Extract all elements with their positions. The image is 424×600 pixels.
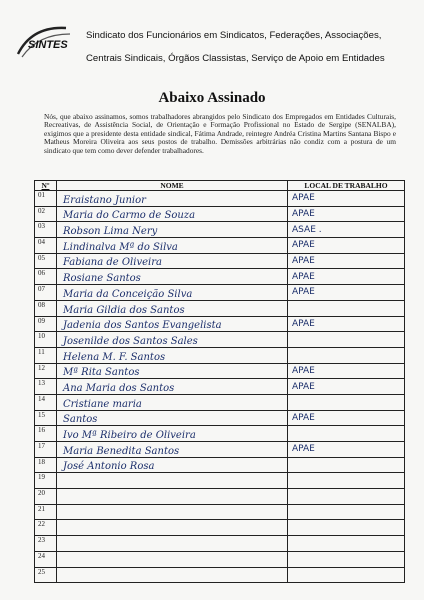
row-number: 16 [35, 426, 57, 442]
table-row [35, 238, 405, 254]
row-workplace [288, 332, 405, 348]
row-number: 21 [35, 504, 57, 520]
table-row [35, 442, 405, 458]
header-workplace: LOCAL DE TRABALHO [288, 181, 405, 191]
table-row [35, 206, 405, 222]
row-workplace: APAE [288, 269, 405, 285]
table-row [35, 457, 405, 473]
row-workplace: APAE [288, 253, 405, 269]
row-signature: Maria Gildia dos Santos [57, 300, 288, 316]
table-row [35, 504, 405, 520]
table-body [35, 191, 405, 583]
header-name: NOME [57, 181, 288, 191]
row-workplace: APAE [288, 410, 405, 426]
row-signature: Maria Benedita Santos [57, 442, 288, 458]
row-signature: Cristiane maria [57, 394, 288, 410]
table-row [35, 363, 405, 379]
table-row [35, 347, 405, 363]
row-workplace [288, 347, 405, 363]
table-row [35, 473, 405, 489]
row-workplace [288, 567, 405, 583]
row-number: 12 [35, 363, 57, 379]
row-number: 25 [35, 567, 57, 583]
row-workplace [288, 300, 405, 316]
row-number: 06 [35, 269, 57, 285]
row-number: 14 [35, 394, 57, 410]
row-signature [57, 567, 288, 583]
table-row [35, 316, 405, 332]
row-number: 07 [35, 285, 57, 301]
document-title: Abaixo Assinado [158, 90, 266, 106]
table-row [35, 394, 405, 410]
row-number: 18 [35, 457, 57, 473]
table-row [35, 410, 405, 426]
row-signature: José Antonio Rosa [57, 457, 288, 473]
row-signature: Maria do Carmo de Souza [57, 206, 288, 222]
table-row [35, 426, 405, 442]
row-workplace [288, 394, 405, 410]
row-workplace [288, 426, 405, 442]
row-number: 08 [35, 300, 57, 316]
row-number: 22 [35, 520, 57, 536]
row-signature [57, 489, 288, 505]
row-signature: Mª Rita Santos [57, 363, 288, 379]
row-signature: Josenilde dos Santos Sales [57, 332, 288, 348]
row-workplace [288, 473, 405, 489]
row-number: 19 [35, 473, 57, 489]
row-number: 23 [35, 536, 57, 552]
logo-text: SINTES [28, 39, 68, 51]
row-workplace [288, 457, 405, 473]
row-signature: Ana Maria dos Santos [57, 379, 288, 395]
union-name-line-2: Centrais Sindicais, Órgãos Classistas, Serviço de Apoio em Entidades [86, 53, 385, 64]
table-row [35, 285, 405, 301]
row-workplace [288, 489, 405, 505]
row-signature: Lindinalva Mª do Silva [57, 238, 288, 254]
table-row [35, 332, 405, 348]
row-signature [57, 520, 288, 536]
row-signature: Helena M. F. Santos [57, 347, 288, 363]
table-row [35, 269, 405, 285]
row-signature: Maria da Conceição Silva [57, 285, 288, 301]
row-signature: Ivo Mª Ribeiro de Oliveira [57, 426, 288, 442]
union-name-line-1: Sindicato dos Funcionários em Sindicatos, Federações, Associações, [86, 30, 382, 41]
row-number: 20 [35, 489, 57, 505]
sintes-logo-icon [14, 24, 74, 60]
row-workplace: APAE [288, 379, 405, 395]
row-number: 05 [35, 253, 57, 269]
row-number: 03 [35, 222, 57, 238]
row-signature [57, 473, 288, 489]
table-row [35, 379, 405, 395]
table-row [35, 191, 405, 207]
row-workplace: APAE [288, 238, 405, 254]
row-workplace: APAE [288, 316, 405, 332]
table-header-row [35, 181, 405, 191]
row-signature [57, 536, 288, 552]
row-number: 24 [35, 551, 57, 567]
row-workplace: APAE [288, 363, 405, 379]
row-signature: Fabiana de Oliveira [57, 253, 288, 269]
row-number: 02 [35, 206, 57, 222]
table-row [35, 567, 405, 583]
petition-text: Nós, que abaixo assinamos, somos trabalhadores abrangidos pelo Sindicato dos Empregados em Entidades Culturais, Recreativas, de Assistência Social, de Orientação e Formação Profissional no Estado de Sergipe (SENALBA), exigimos que a presidente desta entidade sindical, Fátima Andrade, reintegre Andréa Cristina Martins Santana Bispo e Matheus Moreira Oliveira aos seus postos de trabalho. Demissões arbitrárias não condiz com a postura de um sindicato que tem como dever defender trabalhadores. [44, 112, 396, 155]
row-signature [57, 504, 288, 520]
row-workplace [288, 520, 405, 536]
row-number: 04 [35, 238, 57, 254]
table-row [35, 489, 405, 505]
row-signature: Robson Lima Nery [57, 222, 288, 238]
row-number: 17 [35, 442, 57, 458]
header-number: Nº [35, 181, 57, 191]
row-signature: Jadenia dos Santos Evangelista [57, 316, 288, 332]
row-number: 09 [35, 316, 57, 332]
row-signature: Rosiane Santos [57, 269, 288, 285]
row-signature [57, 551, 288, 567]
row-workplace: APAE [288, 285, 405, 301]
sintes-logo [14, 24, 74, 60]
row-workplace [288, 504, 405, 520]
table-row [35, 222, 405, 238]
row-signature: Eraistano Junior [57, 191, 288, 207]
row-number: 10 [35, 332, 57, 348]
row-number: 01 [35, 191, 57, 207]
union-name [86, 27, 416, 67]
table-row [35, 536, 405, 552]
table-row [35, 520, 405, 536]
row-workplace [288, 536, 405, 552]
row-workplace: APAE [288, 442, 405, 458]
table-row [35, 253, 405, 269]
table-row [35, 551, 405, 567]
row-number: 13 [35, 379, 57, 395]
row-workplace: APAE [288, 206, 405, 222]
table-row [35, 300, 405, 316]
row-signature: Santos [57, 410, 288, 426]
row-workplace: APAE [288, 191, 405, 207]
row-workplace [288, 551, 405, 567]
signature-table [34, 180, 405, 583]
row-number: 15 [35, 410, 57, 426]
row-workplace: ASAE . [288, 222, 405, 238]
row-number: 11 [35, 347, 57, 363]
